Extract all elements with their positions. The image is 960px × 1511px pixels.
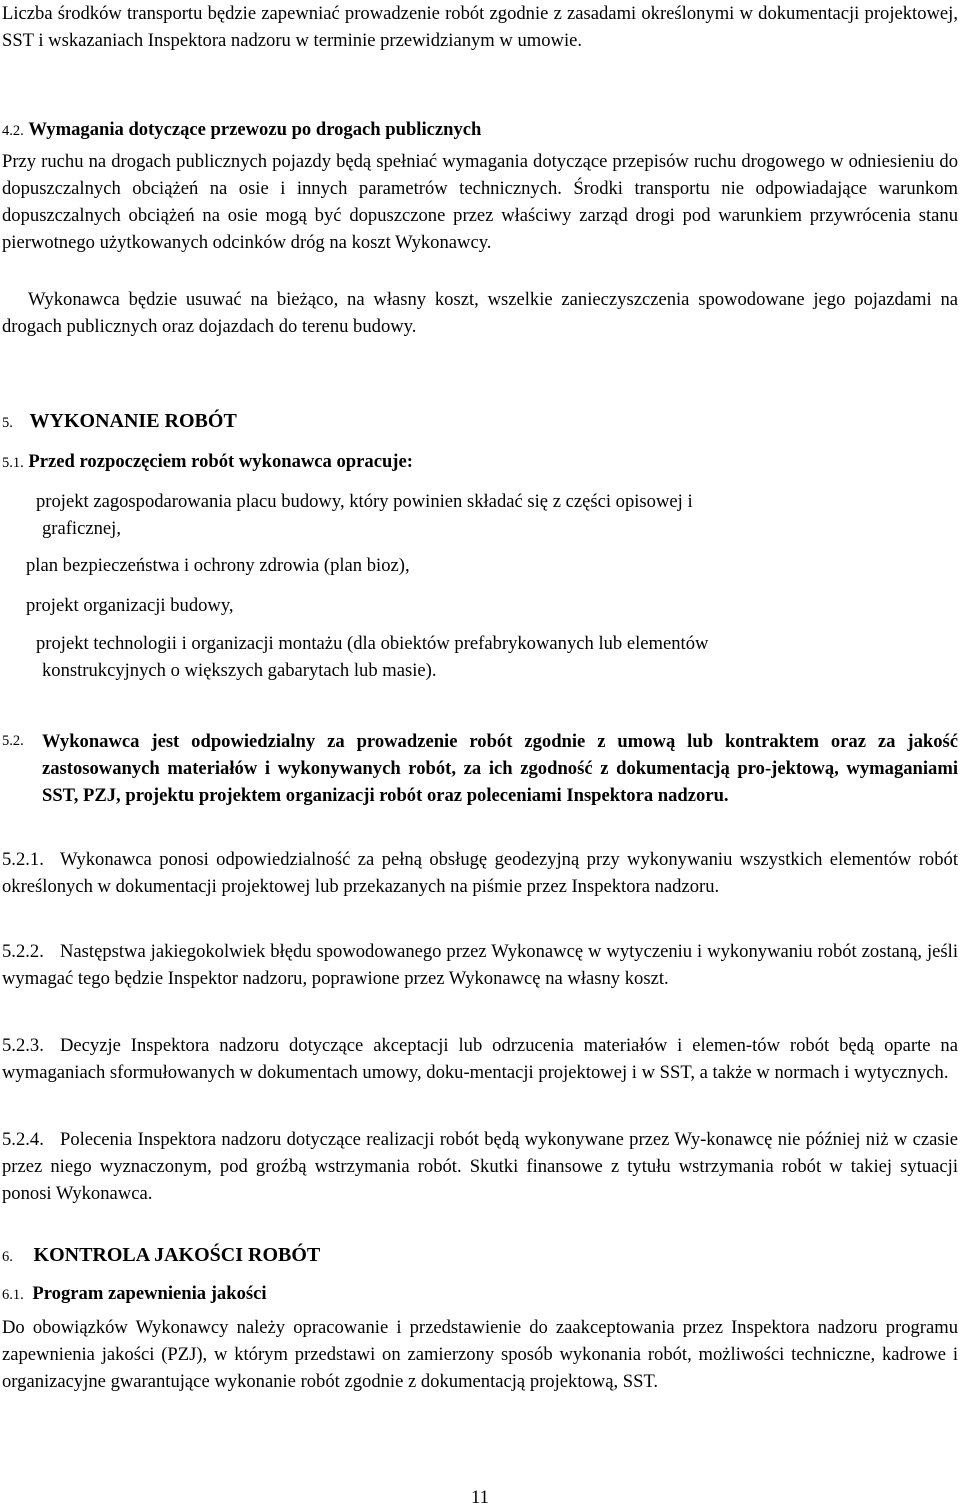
section-title: Program zapewnienia jakości	[32, 1283, 267, 1304]
section-number: 6.1.	[2, 1287, 24, 1303]
page-number: 11	[471, 1487, 489, 1508]
section-4-2-paragraph-1: Przy ruchu na drogach publicznych pojazdy będą spełniać wymagania dotyczące przepisów ruchu drogowego w odniesieniu do dopuszczalnych obciążeń na osie i innych parametrów technicznych. Środki transportu nie odpowiadające warunkom dopuszczalnych obciążeń na osie mogą być dopuszczone przez właściwy zarząd drogi pod warunkiem przywrócenia stanu pierwotnego użytkowanych odcinków dróg na koszt Wykonawcy.	[2, 151, 958, 253]
list-item: projekt organizacji budowy,	[26, 595, 234, 616]
list-item: projekt technologii i organizacji montażu (dla obiektów prefabrykowanych lub elementów konstrukcyjnych o większych gabarytach lub masie).	[36, 633, 709, 681]
section-4-2-paragraph-2: Wykonawca będzie usuwać na bieżąco, na własny koszt, wszelkie zanieczyszczenia spowodowane jego pojazdami na drogach publicznych oraz dojazdach do terenu budowy.	[2, 289, 958, 337]
section-title: Wymagania dotyczące przewozu po drogach publicznych	[28, 119, 482, 140]
section-4-2-heading	[2, 116, 958, 145]
section-title: WYKONANIE ROBÓT	[29, 410, 237, 432]
subsection-5-2-2: 5.2.2. Następstwa jakiegokolwiek błędu spowodowanego przez Wykonawcę w wytyczeniu i wykonywaniu robót zostaną, jeśli wymagać tego będzie Inspektor nadzoru, poprawione przez Wykonawcę na własny koszt.	[2, 941, 958, 989]
list-item: projekt zagospodarowania placu budowy, który powinien składać się z części opisowej i graficznej,	[36, 491, 693, 539]
section-5-2	[2, 728, 958, 809]
section-5-heading	[2, 408, 958, 437]
section-6-1-paragraph: Do obowiązków Wykonawcy należy opracowanie i przedstawienie do zaakceptowania przez Inspektora nadzoru programu zapewnienia jakości (PZJ), w którym przedstawi on zamierzony sposób wykonania robót, możliwości techniczne, kadrowe i organizacyjne gwarantujące wykonanie robót zgodnie z dokumentacją projektową, SST.	[2, 1317, 958, 1392]
subsection-5-2-4: 5.2.4. Polecenia Inspektora nadzoru dotyczące realizacji robót będą wykonywane przez Wy-konawcę nie później niż w czasie przez niego wyznaczonym, pod groźbą wstrzymania robót. Skutki finansowe z tytułu wstrzymania robót w takiej sytuacji ponosi Wykonawca.	[2, 1129, 958, 1204]
section-number: 4.2.	[2, 123, 24, 139]
subsection-5-2-1: 5.2.1. Wykonawca ponosi odpowiedzialność za pełną obsługę geodezyjną przy wykonywaniu wszystkich elementów robót określonych w dokumentacji projektowej lub przekazanych na piśmie przez Inspektora nadzoru.	[2, 849, 958, 897]
section-number: 5.	[2, 415, 13, 431]
section-title: Wykonawca jest odpowiedzialny za prowadzenie robót zgodnie z umową lub kontraktem oraz za jakość zastosowanych materiałów i wykonywanych robót, za ich zgodność z dokumentacją pro-jektową, wymaganiami SST, PZJ, projektu projektem organizacji robót oraz poleceniami Inspektora nadzoru.	[42, 731, 958, 806]
section-number: 6.	[2, 1249, 13, 1265]
section-6-heading	[2, 1242, 958, 1271]
subsection-5-2-3: 5.2.3. Decyzje Inspektora nadzoru dotyczące akceptacji lub odrzucenia materiałów i elemen-tów robót będą oparte na wymaganiach sformułowanych w dokumentach umowy, doku-mentacji projektowej i w SST, a także w normach i wytycznych.	[2, 1035, 958, 1083]
section-title: KONTROLA JAKOŚCI ROBÓT	[33, 1244, 321, 1266]
list-item: plan bezpieczeństwa i ochrony zdrowia (plan bioz),	[26, 555, 410, 576]
section-title: Przed rozpoczęciem robót wykonawca opracuje:	[28, 451, 413, 472]
section-5-1-heading	[2, 448, 958, 477]
section-number: 5.1.	[2, 455, 24, 471]
section-number: 5.2.	[2, 733, 24, 749]
top-paragraph: Liczba środków transportu będzie zapewniać prowadzenie robót zgodnie z zasadami określonymi w dokumentacji projektowej, SST i wskazaniach Inspektora nadzoru w terminie przewidzianym w umowie.	[2, 3, 958, 51]
section-6-1-heading	[2, 1280, 958, 1309]
